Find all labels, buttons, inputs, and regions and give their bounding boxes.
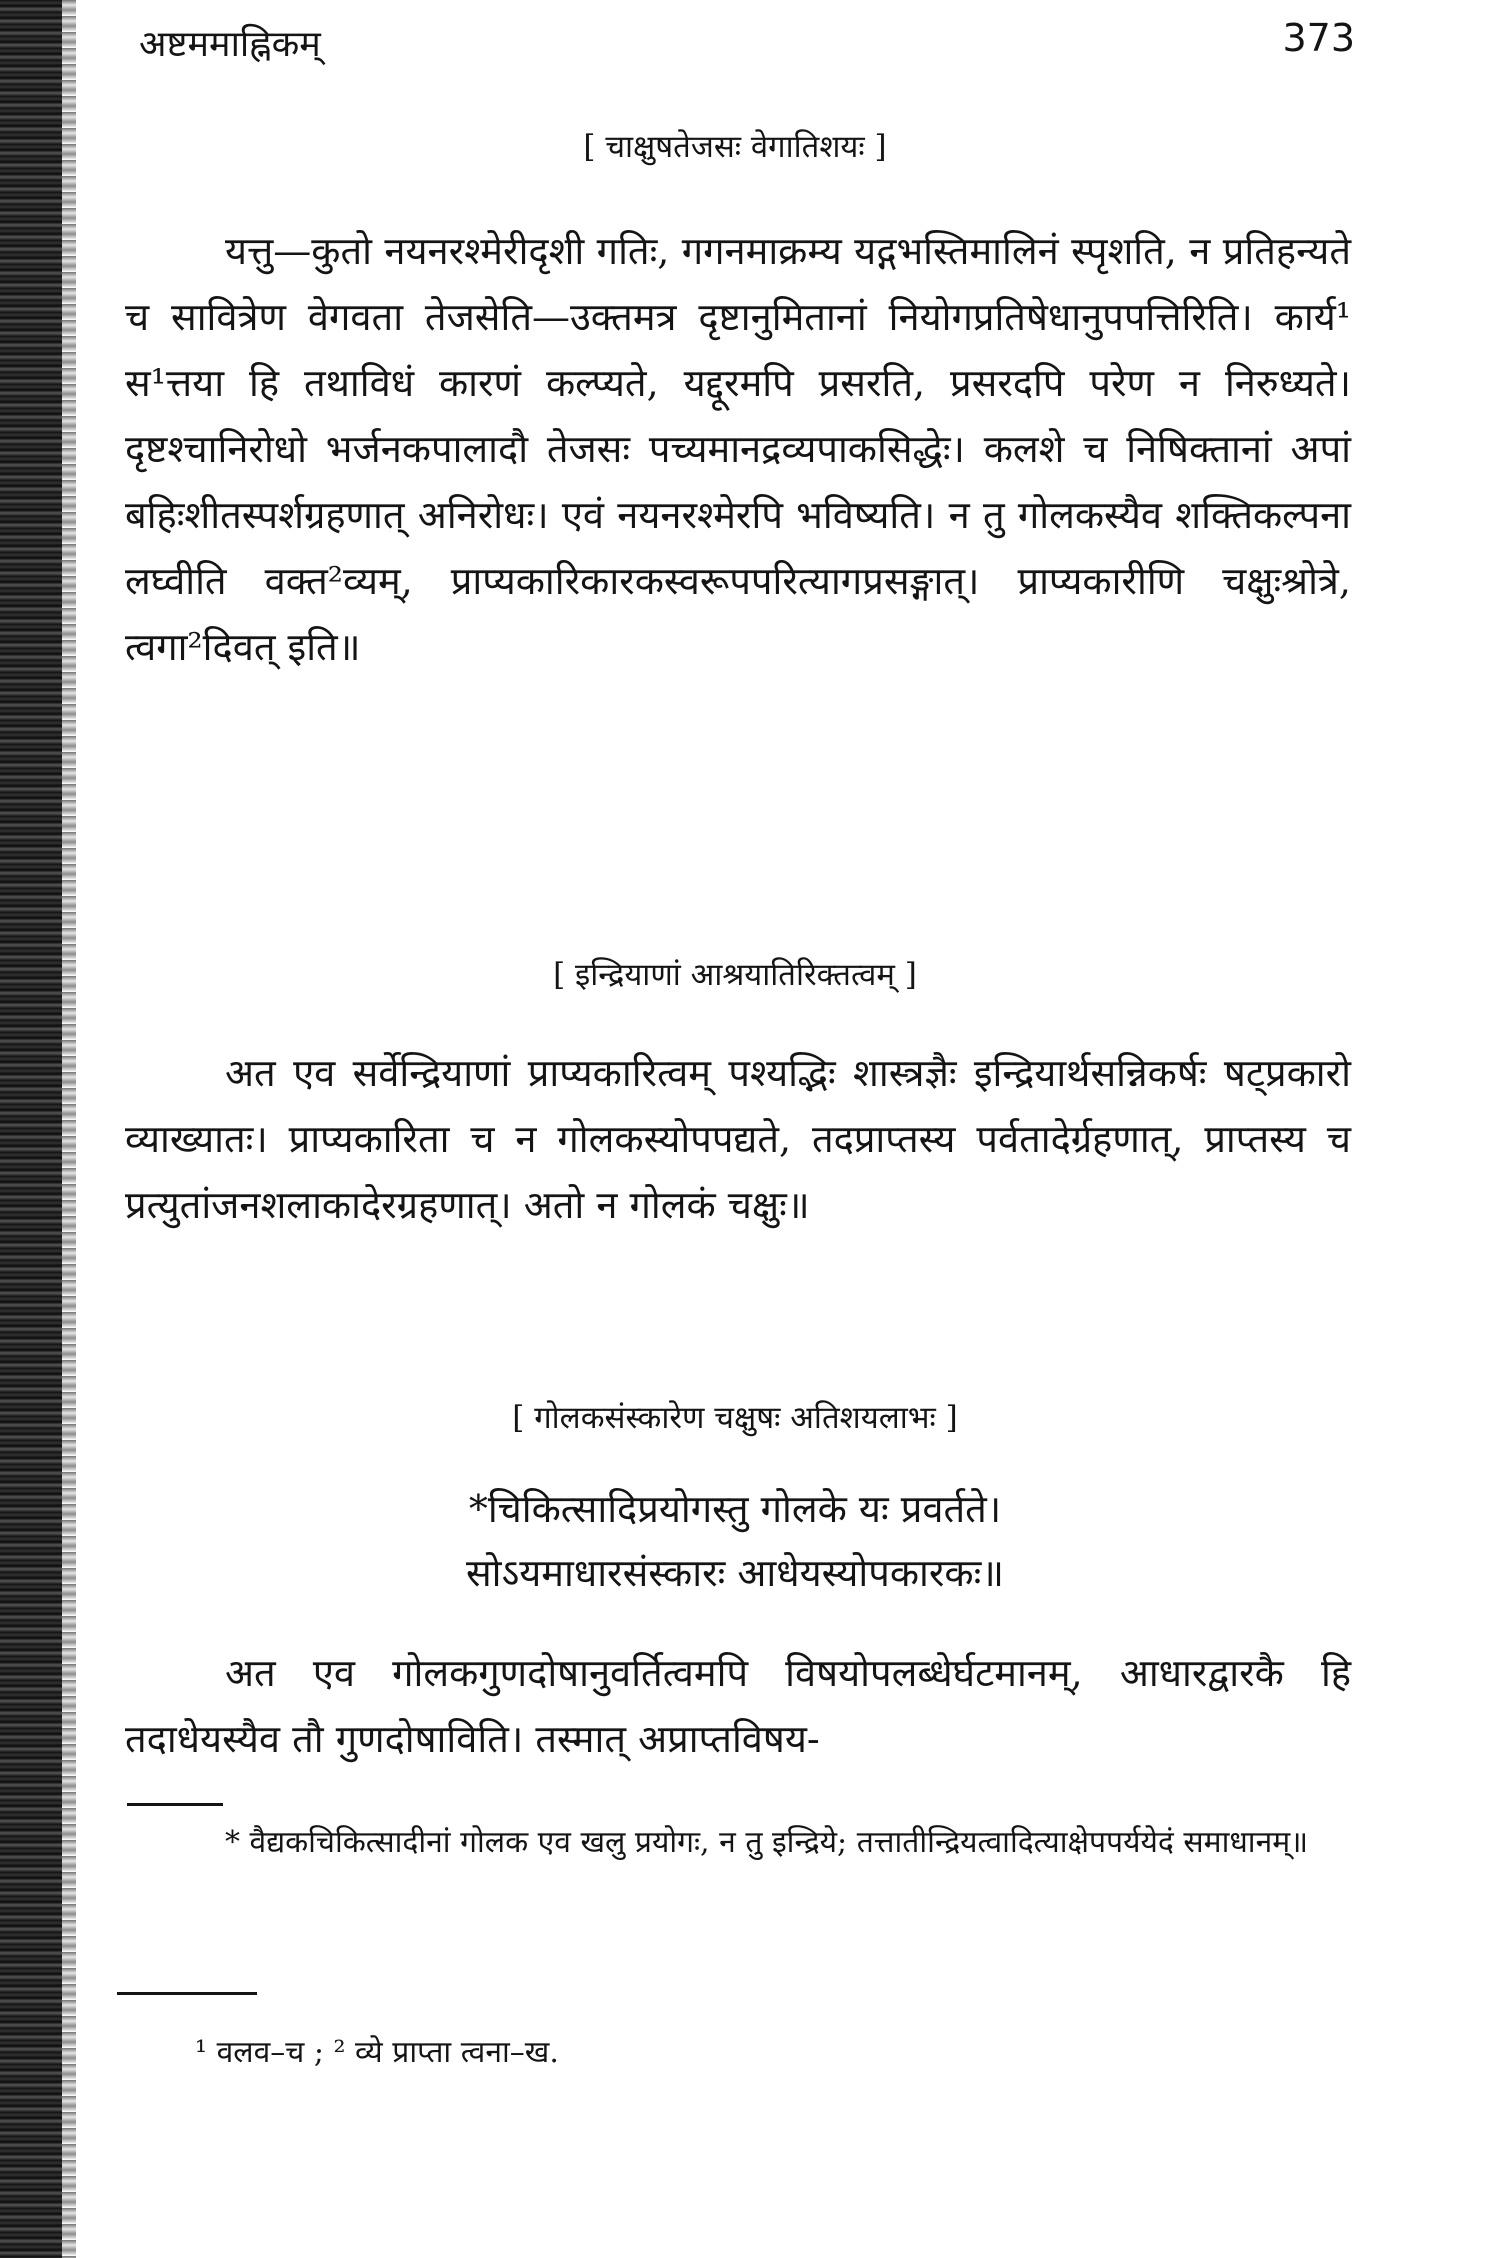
section-1-paragraph: यत्तु—कुतो नयनरश्मेरीदृशी गतिः, गगनमाक्रम्य यद्गभस्तिमालिनं स्पृशति, न प्रतिहन्यते च सावित्रेण वेगवता तेजसेति—उक्तमत्र दृष्टानुमितानां नियोगप्रतिषेधानुपपत्तिरिति। कार्य¹ स¹त्तया हि तथाविधं कारणं कल्प्यते, यद्दूरमपि प्रसरति, प्रसरदपि परेण न निरुध्यते। दृष्टश्चानिरोधो भर्जनकपालादौ तेजसः पच्यमानद्रव्यपाकसिद्धेः। कलशे च निषिक्तानां अपां बहिःशीतस्पर्शग्रहणात् अनिरोधः। एवं नयनरश्मेरपि भविष्यति। न तु गोलकस्यैव शक्तिकल्पना लघ्वीति वक्त²व्यम्, प्राप्यकारिकारकस्वरूपपरित्यागप्रसङ्गात्। प्राप्यकारीणि चक्षुःश्रोत्रे, त्वगा²दिवत् इति॥ — [125, 229, 1351, 669]
verse-line-1: *चिकित्सादिप्रयोगस्तु गोलके यः प्रवर्तते। — [468, 1487, 1002, 1531]
footnote-numbered: ¹ वलव–च ; ² व्ये प्राप्ता त्वना–ख. — [195, 2035, 559, 2070]
footnote-rule-2 — [117, 1992, 257, 1995]
section-heading-2: [ इन्द्रियाणां आश्रयातिरिक्तत्वम् ] — [553, 957, 917, 993]
section-3-paragraph: अत एव गोलकगुणदोषानुवर्तित्वमपि विषयोपलब्धेर्घटमानम्, आधारद्वारकै हि तदाधेयस्यैव तौ गुणदोषाविति। तस्मात् अप्राप्तविषय- — [125, 1651, 1351, 1761]
verse-line-2: सोऽयमाधारसंस्कारः आधेयस्योपकारकः॥ — [465, 1551, 1005, 1595]
page-number: 373 — [1282, 16, 1355, 60]
section-heading-1: [ चाक्षुषतेजसः वेगातिशयः ] — [583, 129, 887, 165]
footnote-rule-1 — [127, 1803, 223, 1806]
footnote-star: * वैद्यकचिकित्सादीनां गोलक एव खलु प्रयोगः, न तु इन्द्रिये; तत्तातीन्द्रियत्वादित्याक्षेपपर्ययेदं समाधानम्॥ — [225, 1825, 1309, 1860]
page — [115, 0, 1355, 2258]
running-title: अष्टममाह्निकम् — [139, 24, 321, 65]
book-spine-shadow — [0, 0, 62, 2258]
book-spine-edge — [62, 0, 76, 2258]
section-2-paragraph: अत एव सर्वेन्द्रियाणां प्राप्यकारित्वम् पश्यद्भिः शास्त्रज्ञैः इन्द्रियार्थसन्निकर्षः षट्प्रकारो व्याख्यातः। प्राप्यकारिता च न गोलकस्योपपद्यते, तदप्राप्तस्य पर्वतादेर्ग्रहणात्, प्राप्तस्य च प्रत्युतांजनशलाकादेरग्रहणात्। अतो न गोलकं चक्षुः॥ — [125, 1051, 1351, 1227]
section-heading-3: [ गोलकसंस्कारेण चक्षुषः अतिशयलाभः ] — [512, 1400, 958, 1436]
